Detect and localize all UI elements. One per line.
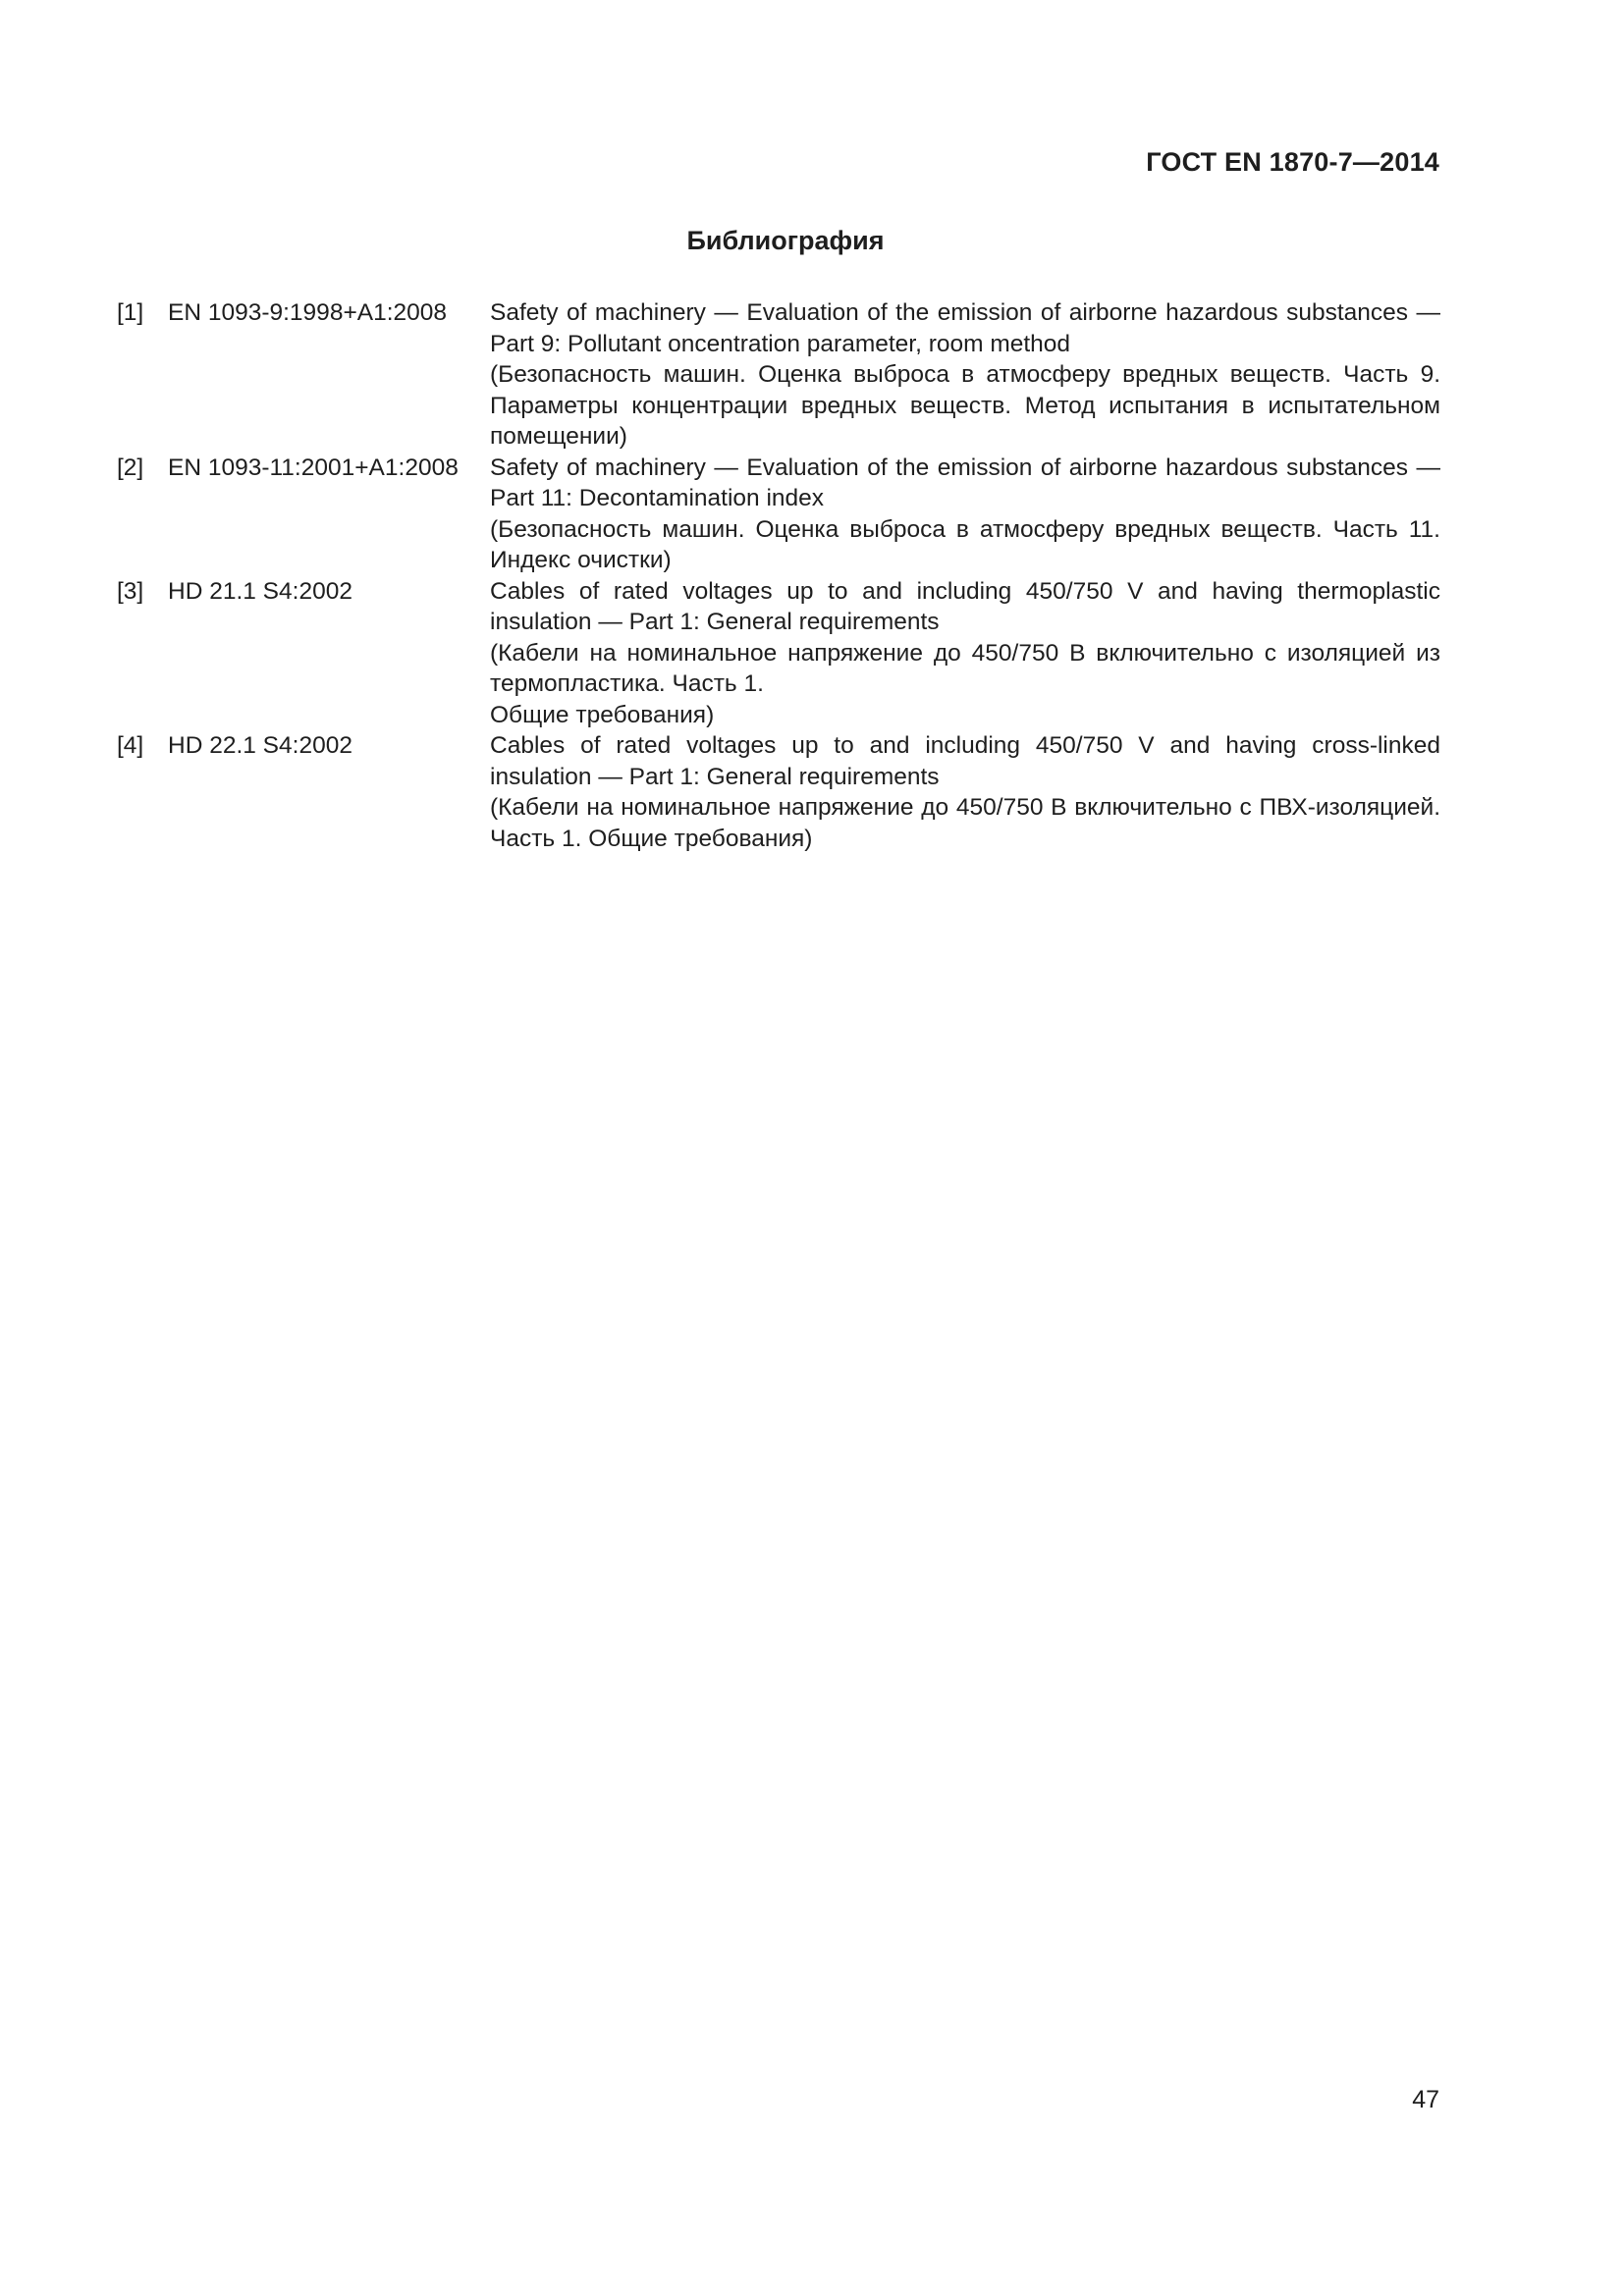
bibliography-entry [117, 453, 1440, 576]
entry-body [490, 730, 1440, 854]
entry-title-ru: (Кабели на номинальное напряжение до 450/750 В включительно с изоляцией из термопластика. Часть 1. [490, 639, 1440, 697]
page-number: 47 [1412, 2086, 1439, 2113]
entry-title-en: Safety of machinery — Evaluation of the emission of airborne hazardous substances — Part 9: Pollutant oncentration parameter, room method [490, 299, 1440, 357]
document-code: ГОСТ EN 1870-7—2014 [1146, 147, 1439, 177]
section-title: Библиография [686, 226, 885, 255]
entry-body [490, 576, 1440, 731]
entry-title-en: Safety of machinery — Evaluation of the emission of airborne hazardous substances — Part 11: Decontamination index [490, 454, 1440, 511]
bibliography-entry [117, 297, 1440, 453]
entry-body [490, 453, 1440, 576]
entry-title-en: Cables of rated voltages up to and including 450/750 V and having thermoplastic insulation — Part 1: General requirements [490, 577, 1440, 635]
entry-title-ru: (Кабели на номинальное напряжение до 450/750 В включительно с ПВХ-изоляцией. Часть 1. Общие требования) [490, 794, 1440, 852]
bibliography-entry [117, 730, 1440, 854]
entry-title-ru: (Безопасность машин. Оценка выброса в атмосферу вредных веществ. Часть 11. Индекс очистки) [490, 515, 1440, 573]
entry-code: HD 21.1 S4:2002 [168, 577, 352, 605]
entry-code: HD 22.1 S4:2002 [168, 732, 352, 759]
entry-body [490, 297, 1440, 453]
entry-number: [4] [117, 732, 144, 759]
entry-title-en: Cables of rated voltages up to and including 450/750 V and having cross-linked insulation — Part 1: General requirements [490, 732, 1440, 790]
entry-title-ru: (Безопасность машин. Оценка выброса в атмосферу вредных веществ. Часть 9. Параметры концентрации вредных веществ. Метод испытания в испытательном помещении) [490, 361, 1440, 450]
entry-code: EN 1093-9:1998+A1:2008 [168, 299, 448, 326]
entry-code: EN 1093-11:2001+A1:2008 [168, 454, 459, 481]
entry-title-ru-continued: Общие требования) [490, 701, 715, 728]
entry-number: [3] [117, 577, 144, 605]
bibliography-entry [117, 576, 1440, 731]
entry-number: [2] [117, 454, 144, 481]
bibliography-list [117, 297, 1440, 854]
entry-number: [1] [117, 299, 144, 326]
